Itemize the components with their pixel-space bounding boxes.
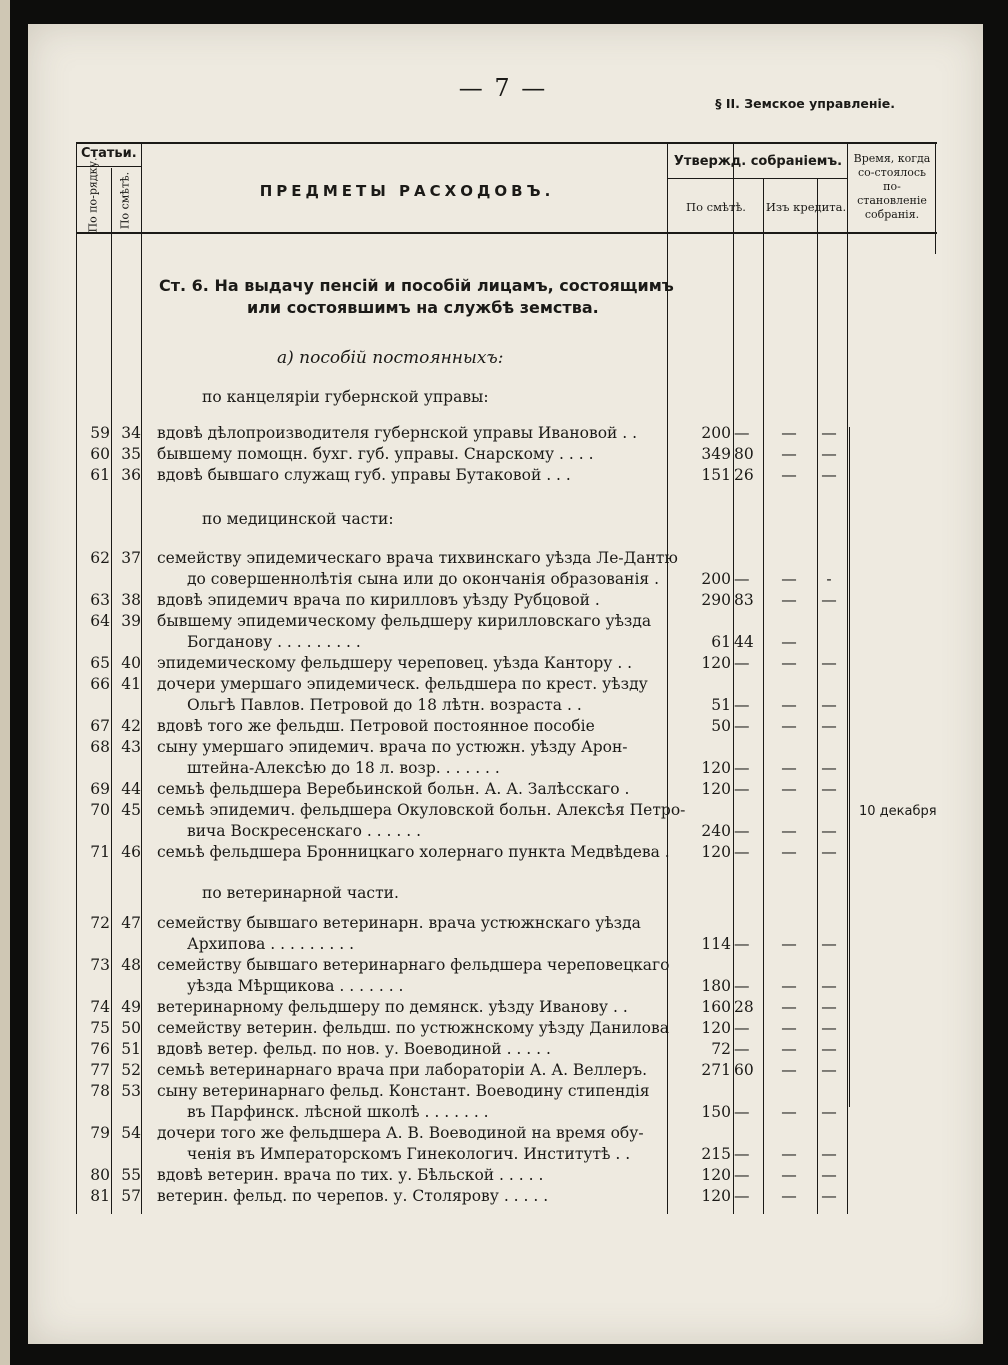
header-rule — [667, 178, 847, 179]
row-kopecks: — — [734, 424, 750, 442]
table-row — [77, 1060, 937, 1081]
row-estimate-number: 55 — [121, 1166, 141, 1184]
table-row — [77, 1144, 937, 1165]
table-row — [77, 821, 937, 842]
row-order-number: 74 — [90, 998, 110, 1016]
row-order-number: 61 — [90, 466, 110, 484]
row-order-number: 65 — [90, 654, 110, 672]
document-page — [28, 24, 983, 1344]
row-description: вдовѣ ветер. фельд. по нов. у. Воеводиной . . . . . — [157, 1040, 551, 1058]
row-estimate-number: 53 — [121, 1082, 141, 1100]
row-rubles: 120 — [701, 1166, 731, 1184]
row-estimate-number: 54 — [121, 1124, 141, 1142]
row-description: семьѣ фельдшера Бронницкаго холернаго пункта Медвѣдева . — [157, 843, 670, 861]
row-credit-kopecks: — — [821, 466, 837, 484]
row-description: вдовѣ бывшаго служащ губ. управы Бутаковой . . . — [157, 466, 571, 484]
row-description: вдовѣ дѣлопроизводителя губернской управы Ивановой . . — [157, 424, 638, 442]
row-credit: — — [781, 570, 797, 588]
row-description: ченія въ Императорскомъ Гинекологич. Институтѣ . . — [187, 1145, 631, 1163]
row-kopecks: — — [734, 1166, 750, 1184]
table-row — [77, 955, 937, 976]
table-row — [77, 1081, 937, 1102]
row-rubles: 160 — [701, 998, 731, 1016]
row-description: эпидемическому фельдшеру череповец. уѣзда Кантору . . — [157, 654, 633, 672]
row-credit-kopecks: — — [821, 759, 837, 777]
table-row — [77, 758, 937, 779]
approved-estimate-header: По смѣтѣ. — [686, 200, 746, 214]
table-row — [77, 1165, 937, 1186]
row-order-number: 67 — [90, 717, 110, 735]
row-order-number: 77 — [90, 1061, 110, 1079]
dept-chancery: по канцеляріи губернской управы: — [202, 388, 489, 406]
row-rubles: 290 — [701, 591, 731, 609]
row-kopecks: — — [734, 1145, 750, 1163]
row-rubles: 349 — [701, 445, 731, 463]
row-rubles: 120 — [701, 843, 731, 861]
row-description: сыну умершаго эпидемич. врача по устюжн. уѣзду Арон- — [157, 738, 628, 756]
table-row — [77, 800, 937, 821]
row-credit-kopecks: — — [821, 1187, 837, 1205]
row-credit: — — [781, 1061, 797, 1079]
row-description: семьѣ ветеринарнаго врача при лабораторіи А. А. Веллеръ. — [157, 1061, 648, 1079]
row-credit-kopecks: — — [821, 717, 837, 735]
table-row — [77, 423, 937, 444]
table-row — [77, 997, 937, 1018]
row-description: уѣзда Мѣрщикова . . . . . . . — [187, 977, 404, 995]
table-row — [77, 913, 937, 934]
row-estimate-number: 48 — [121, 956, 141, 974]
row-description: семьѣ эпидемич. фельдшера Окуловской больн. Алексѣя Петро- — [157, 801, 686, 819]
row-credit-kopecks: — — [821, 424, 837, 442]
row-order-number: 81 — [90, 1187, 110, 1205]
expense-table — [76, 142, 937, 1214]
row-credit-kopecks: — — [821, 696, 837, 714]
row-description: семьѣ фельдшера Веребьинской больн. А. А. Залѣсскаго . — [157, 780, 630, 798]
row-credit-kopecks: — — [821, 843, 837, 861]
table-row — [77, 632, 937, 653]
page-number: — 7 — — [458, 74, 548, 102]
row-order-number: 73 — [90, 956, 110, 974]
row-description: семейству бывшаго ветеринарн. врача устюжнскаго уѣзда — [157, 914, 641, 932]
row-order-number: 64 — [90, 612, 110, 630]
row-description: ветерин. фельд. по черепов. у. Столярову . . . . . — [157, 1187, 549, 1205]
row-credit-kopecks: — — [821, 654, 837, 672]
table-row — [77, 1123, 937, 1144]
table-row — [77, 737, 937, 758]
row-kopecks: — — [734, 759, 750, 777]
row-kopecks: 80 — [734, 445, 754, 463]
row-credit: — — [781, 445, 797, 463]
row-estimate-number: 52 — [121, 1061, 141, 1079]
row-rubles: 61 — [711, 633, 731, 651]
table-row — [77, 1186, 937, 1207]
row-rubles: 120 — [701, 1019, 731, 1037]
row-description: Архипова . . . . . . . . . — [187, 935, 355, 953]
col-rule — [935, 144, 936, 254]
row-credit: — — [781, 822, 797, 840]
table-row — [77, 590, 937, 611]
by-estimate-header: По смѣтѣ. — [118, 171, 132, 230]
dept-veterinary: по ветеринарной части. — [202, 884, 399, 902]
row-description: Богданову . . . . . . . . . — [187, 633, 361, 651]
table-row — [77, 465, 937, 486]
table-row — [77, 842, 937, 863]
row-credit-kopecks: — — [821, 1061, 837, 1079]
row-credit: — — [781, 717, 797, 735]
header-bottom-rule — [77, 232, 937, 234]
adjacent-page-edge — [0, 0, 10, 1365]
articles-header: Статьи. — [81, 146, 137, 161]
table-row — [77, 548, 937, 569]
row-estimate-number: 49 — [121, 998, 141, 1016]
row-credit: — — [781, 1145, 797, 1163]
row-kopecks: 28 — [734, 998, 754, 1016]
row-rubles: 120 — [701, 654, 731, 672]
row-estimate-number: 46 — [121, 843, 141, 861]
row-credit: — — [781, 780, 797, 798]
row-order-number: 80 — [90, 1166, 110, 1184]
row-credit-kopecks: — — [821, 445, 837, 463]
subjects-header: ПРЕДМЕТЫ РАСХОДОВЪ. — [259, 182, 555, 200]
row-kopecks: — — [734, 822, 750, 840]
row-credit: — — [781, 1187, 797, 1205]
row-kopecks: — — [734, 977, 750, 995]
row-credit: — — [781, 1166, 797, 1184]
row-credit-kopecks: — — [821, 935, 837, 953]
row-estimate-number: 44 — [121, 780, 141, 798]
row-description: до совершеннолѣтія сына или до окончанія образованія . — [187, 570, 660, 588]
row-credit-kopecks: — — [821, 1166, 837, 1184]
row-order-number: 63 — [90, 591, 110, 609]
row-rubles: 150 — [701, 1103, 731, 1121]
row-credit-kopecks: — — [821, 977, 837, 995]
row-kopecks: — — [734, 1103, 750, 1121]
row-kopecks: — — [734, 570, 750, 588]
row-estimate-number: 50 — [121, 1019, 141, 1037]
row-estimate-number: 51 — [121, 1040, 141, 1058]
row-kopecks: — — [734, 935, 750, 953]
approved-credit-header: Изъ кредита. — [765, 200, 847, 214]
table-row — [77, 444, 937, 465]
row-kopecks: 83 — [734, 591, 754, 609]
row-credit: — — [781, 654, 797, 672]
row-order-number: 62 — [90, 549, 110, 567]
row-kopecks: — — [734, 1187, 750, 1205]
row-estimate-number: 45 — [121, 801, 141, 819]
row-rubles: 120 — [701, 780, 731, 798]
row-credit: — — [781, 696, 797, 714]
row-rubles: 51 — [711, 696, 731, 714]
row-estimate-number: 43 — [121, 738, 141, 756]
row-estimate-number: 37 — [121, 549, 141, 567]
row-description: вдовѣ того же фельдш. Петровой постоянное пособіе — [157, 717, 595, 735]
row-rubles: 120 — [701, 1187, 731, 1205]
row-rubles: 120 — [701, 759, 731, 777]
row-estimate-number: 36 — [121, 466, 141, 484]
row-credit-kopecks: — — [821, 591, 837, 609]
row-order-number: 69 — [90, 780, 110, 798]
row-credit: — — [781, 759, 797, 777]
table-row — [77, 779, 937, 800]
row-rubles: 200 — [701, 570, 731, 588]
time-header: Время, когда со-стоялось по-становленіе собранія. — [853, 152, 931, 221]
table-row — [77, 674, 937, 695]
table-row — [77, 976, 937, 997]
row-estimate-number: 39 — [121, 612, 141, 630]
row-credit: — — [781, 843, 797, 861]
row-kopecks: — — [734, 843, 750, 861]
row-description: сыну ветеринарнаго фельд. Констант. Воеводину стипендія — [157, 1082, 650, 1100]
row-order-number: 66 — [90, 675, 110, 693]
table-row — [77, 695, 937, 716]
article-title: Ст. 6. На выдачу пенсій и пособій лицамъ, состоящимъ — [159, 276, 674, 295]
row-credit: — — [781, 1103, 797, 1121]
table-row — [77, 1018, 937, 1039]
table-row — [77, 1102, 937, 1123]
row-estimate-number: 38 — [121, 591, 141, 609]
row-description: вдовѣ ветерин. врача по тих. у. Бѣльской . . . . . — [157, 1166, 544, 1184]
row-description: дочери умершаго эпидемическ. фельдшера по крест. уѣзду — [157, 675, 648, 693]
table-row — [77, 716, 937, 737]
table-row — [77, 611, 937, 632]
row-order-number: 75 — [90, 1019, 110, 1037]
row-kopecks: — — [734, 1019, 750, 1037]
table-row — [77, 1039, 937, 1060]
row-estimate-number: 42 — [121, 717, 141, 735]
table-row — [77, 569, 937, 590]
row-rubles: 50 — [711, 717, 731, 735]
row-rubles: 72 — [711, 1040, 731, 1058]
row-kopecks: 60 — [734, 1061, 754, 1079]
row-credit: — — [781, 424, 797, 442]
row-rubles: 200 — [701, 424, 731, 442]
row-rubles: 151 — [701, 466, 731, 484]
row-order-number: 78 — [90, 1082, 110, 1100]
row-credit-kopecks: — — [821, 1103, 837, 1121]
row-credit: — — [781, 633, 797, 651]
row-order-number: 60 — [90, 445, 110, 463]
row-estimate-number: 40 — [121, 654, 141, 672]
row-order-number: 72 — [90, 914, 110, 932]
row-kopecks: — — [734, 780, 750, 798]
meeting-date: 10 декабря — [859, 804, 937, 819]
row-credit: — — [781, 591, 797, 609]
row-credit-kopecks: — — [821, 822, 837, 840]
row-order-number: 79 — [90, 1124, 110, 1142]
row-credit-kopecks: — — [821, 1019, 837, 1037]
row-description: штейна-Алексѣю до 18 л. возр. . . . . . . — [187, 759, 500, 777]
dept-medical: по медицинской части: — [202, 510, 394, 528]
row-description: бывшему помощн. бухг. губ. управы. Снарскому . . . . — [157, 445, 594, 463]
row-credit: — — [781, 935, 797, 953]
row-description: вича Воскресенскаго . . . . . . — [187, 822, 422, 840]
row-kopecks: — — [734, 717, 750, 735]
row-credit-kopecks: — — [821, 780, 837, 798]
row-description: Ольгѣ Павлов. Петровой до 18 лѣтн. возраста . . — [187, 696, 582, 714]
row-kopecks: 44 — [734, 633, 754, 651]
row-order-number: 59 — [90, 424, 110, 442]
row-credit: — — [781, 998, 797, 1016]
row-rubles: 271 — [701, 1061, 731, 1079]
row-description: въ Парфинск. лѣсной школѣ . . . . . . . — [187, 1103, 489, 1121]
table-row — [77, 653, 937, 674]
row-rubles: 114 — [701, 935, 731, 953]
row-kopecks: — — [734, 654, 750, 672]
row-description: вдовѣ эпидемич врача по кирилловъ уѣзду Рубцовой . — [157, 591, 600, 609]
row-credit-kopecks: — — [821, 998, 837, 1016]
row-rubles: 215 — [701, 1145, 731, 1163]
row-credit: — — [781, 1019, 797, 1037]
row-kopecks: 26 — [734, 466, 754, 484]
row-description: семейству эпидемическаго врача тихвинскаго уѣзда Ле-Дантю — [157, 549, 678, 567]
row-estimate-number: 34 — [121, 424, 141, 442]
row-description: семейству бывшаго ветеринарнаго фельдшера череповецкаго — [157, 956, 670, 974]
section-title: § II. Земское управленіе. — [715, 96, 895, 111]
row-description: семейству ветерин. фельдш. по устюжнскому уѣзду Данилова — [157, 1019, 669, 1037]
by-order-header: По по-рядку. — [86, 157, 100, 233]
row-credit: — — [781, 1040, 797, 1058]
row-credit: — — [781, 466, 797, 484]
row-estimate-number: 47 — [121, 914, 141, 932]
table-row — [77, 934, 937, 955]
row-credit-kopecks: — — [821, 1040, 837, 1058]
row-kopecks: — — [734, 696, 750, 714]
row-kopecks: — — [734, 1040, 750, 1058]
row-description: бывшему эпидемическому фельдшеру кирилловскаго уѣзда — [157, 612, 652, 630]
row-credit-kopecks: - — [826, 570, 832, 588]
row-order-number: 71 — [90, 843, 110, 861]
row-description: ветеринарному фельдшеру по демянск. уѣзду Иванову . . — [157, 998, 628, 1016]
row-estimate-number: 57 — [121, 1187, 141, 1205]
row-description: дочери того же фельдшера А. В. Воеводиной на время обу- — [157, 1124, 644, 1142]
row-rubles: 240 — [701, 822, 731, 840]
row-credit: — — [781, 977, 797, 995]
article-title-cont: или состоявшимъ на службѣ земства. — [247, 298, 599, 317]
row-order-number: 70 — [90, 801, 110, 819]
row-order-number: 68 — [90, 738, 110, 756]
row-estimate-number: 41 — [121, 675, 141, 693]
row-estimate-number: 35 — [121, 445, 141, 463]
subsection-a: а) пособій постоянныхъ: — [277, 348, 504, 368]
row-order-number: 76 — [90, 1040, 110, 1058]
row-credit-kopecks: — — [821, 1145, 837, 1163]
row-rubles: 180 — [701, 977, 731, 995]
approved-header: Утвержд. собраніемъ. — [673, 154, 843, 169]
